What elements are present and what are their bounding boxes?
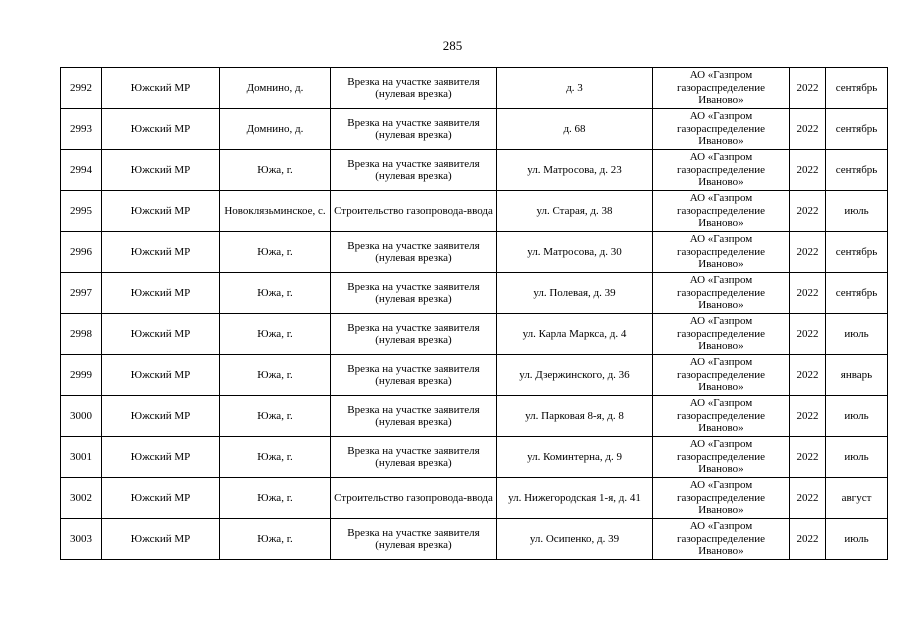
month: июль: [826, 396, 888, 437]
month: сентябрь: [826, 232, 888, 273]
organization: АО «Газпром газораспределение Иваново»: [653, 191, 790, 232]
year: 2022: [790, 437, 826, 478]
locality: Южа, г.: [220, 396, 331, 437]
row-number: 2994: [61, 150, 102, 191]
year: 2022: [790, 519, 826, 560]
organization: АО «Газпром газораспределение Иваново»: [653, 437, 790, 478]
organization: АО «Газпром газораспределение Иваново»: [653, 109, 790, 150]
district: Южский МР: [102, 109, 220, 150]
locality: Южа, г.: [220, 150, 331, 191]
district: Южский МР: [102, 396, 220, 437]
locality: Южа, г.: [220, 273, 331, 314]
organization: АО «Газпром газораспределение Иваново»: [653, 519, 790, 560]
district: Южский МР: [102, 355, 220, 396]
gasification-table: [60, 67, 888, 560]
table-row: [61, 68, 888, 109]
table-row: [61, 437, 888, 478]
month: сентябрь: [826, 109, 888, 150]
row-number: 3000: [61, 396, 102, 437]
year: 2022: [790, 150, 826, 191]
row-number: 3001: [61, 437, 102, 478]
locality: Домнино, д.: [220, 109, 331, 150]
table-row: [61, 191, 888, 232]
address: д. 68: [497, 109, 653, 150]
month: сентябрь: [826, 150, 888, 191]
work-type: Строительство газопровода-ввода: [331, 191, 497, 232]
month: июль: [826, 519, 888, 560]
work-type: Врезка на участке заявителя (нулевая врезка): [331, 150, 497, 191]
locality: Новоклязьминское, с.: [220, 191, 331, 232]
address: ул. Матросова, д. 23: [497, 150, 653, 191]
row-number: 2995: [61, 191, 102, 232]
row-number: 2992: [61, 68, 102, 109]
table-row: [61, 273, 888, 314]
work-type: Врезка на участке заявителя (нулевая врезка): [331, 396, 497, 437]
year: 2022: [790, 396, 826, 437]
address: ул. Парковая 8-я, д. 8: [497, 396, 653, 437]
work-type: Врезка на участке заявителя (нулевая врезка): [331, 109, 497, 150]
address: ул. Осипенко, д. 39: [497, 519, 653, 560]
organization: АО «Газпром газораспределение Иваново»: [653, 314, 790, 355]
locality: Южа, г.: [220, 232, 331, 273]
row-number: 2999: [61, 355, 102, 396]
row-number: 3003: [61, 519, 102, 560]
work-type: Врезка на участке заявителя (нулевая врезка): [331, 519, 497, 560]
organization: АО «Газпром газораспределение Иваново»: [653, 150, 790, 191]
month: июль: [826, 314, 888, 355]
year: 2022: [790, 232, 826, 273]
year: 2022: [790, 478, 826, 519]
table-row: [61, 109, 888, 150]
locality: Южа, г.: [220, 355, 331, 396]
work-type: Врезка на участке заявителя (нулевая врезка): [331, 355, 497, 396]
district: Южский МР: [102, 314, 220, 355]
organization: АО «Газпром газораспределение Иваново»: [653, 478, 790, 519]
locality: Южа, г.: [220, 519, 331, 560]
work-type: Врезка на участке заявителя (нулевая врезка): [331, 232, 497, 273]
table-row: [61, 519, 888, 560]
address: ул. Карла Маркса, д. 4: [497, 314, 653, 355]
year: 2022: [790, 191, 826, 232]
year: 2022: [790, 273, 826, 314]
table-row: [61, 396, 888, 437]
address: д. 3: [497, 68, 653, 109]
year: 2022: [790, 68, 826, 109]
row-number: 3002: [61, 478, 102, 519]
year: 2022: [790, 314, 826, 355]
organization: АО «Газпром газораспределение Иваново»: [653, 396, 790, 437]
district: Южский МР: [102, 68, 220, 109]
district: Южский МР: [102, 232, 220, 273]
month: сентябрь: [826, 68, 888, 109]
row-number: 2998: [61, 314, 102, 355]
page-number: 285: [442, 38, 463, 53]
address: ул. Старая, д. 38: [497, 191, 653, 232]
work-type: Врезка на участке заявителя (нулевая врезка): [331, 273, 497, 314]
locality: Домнино, д.: [220, 68, 331, 109]
address: ул. Матросова, д. 30: [497, 232, 653, 273]
table-row: [61, 314, 888, 355]
row-number: 2993: [61, 109, 102, 150]
organization: АО «Газпром газораспределение Иваново»: [653, 273, 790, 314]
row-number: 2997: [61, 273, 102, 314]
year: 2022: [790, 355, 826, 396]
district: Южский МР: [102, 437, 220, 478]
work-type: Врезка на участке заявителя (нулевая врезка): [331, 437, 497, 478]
address: ул. Дзержинского, д. 36: [497, 355, 653, 396]
address: ул. Нижегородская 1-я, д. 41: [497, 478, 653, 519]
table-row: [61, 478, 888, 519]
locality: Южа, г.: [220, 437, 331, 478]
district: Южский МР: [102, 191, 220, 232]
month: январь: [826, 355, 888, 396]
work-type: Строительство газопровода-ввода: [331, 478, 497, 519]
district: Южский МР: [102, 478, 220, 519]
year: 2022: [790, 109, 826, 150]
work-type: Врезка на участке заявителя (нулевая врезка): [331, 314, 497, 355]
district: Южский МР: [102, 273, 220, 314]
table-row: [61, 232, 888, 273]
organization: АО «Газпром газораспределение Иваново»: [653, 68, 790, 109]
district: Южский МР: [102, 519, 220, 560]
locality: Южа, г.: [220, 314, 331, 355]
table-row: [61, 150, 888, 191]
district: Южский МР: [102, 150, 220, 191]
month: июль: [826, 191, 888, 232]
table-row: [61, 355, 888, 396]
month: август: [826, 478, 888, 519]
address: ул. Полевая, д. 39: [497, 273, 653, 314]
organization: АО «Газпром газораспределение Иваново»: [653, 232, 790, 273]
month: сентябрь: [826, 273, 888, 314]
locality: Южа, г.: [220, 478, 331, 519]
address: ул. Коминтерна, д. 9: [497, 437, 653, 478]
organization: АО «Газпром газораспределение Иваново»: [653, 355, 790, 396]
work-type: Врезка на участке заявителя (нулевая врезка): [331, 68, 497, 109]
month: июль: [826, 437, 888, 478]
row-number: 2996: [61, 232, 102, 273]
